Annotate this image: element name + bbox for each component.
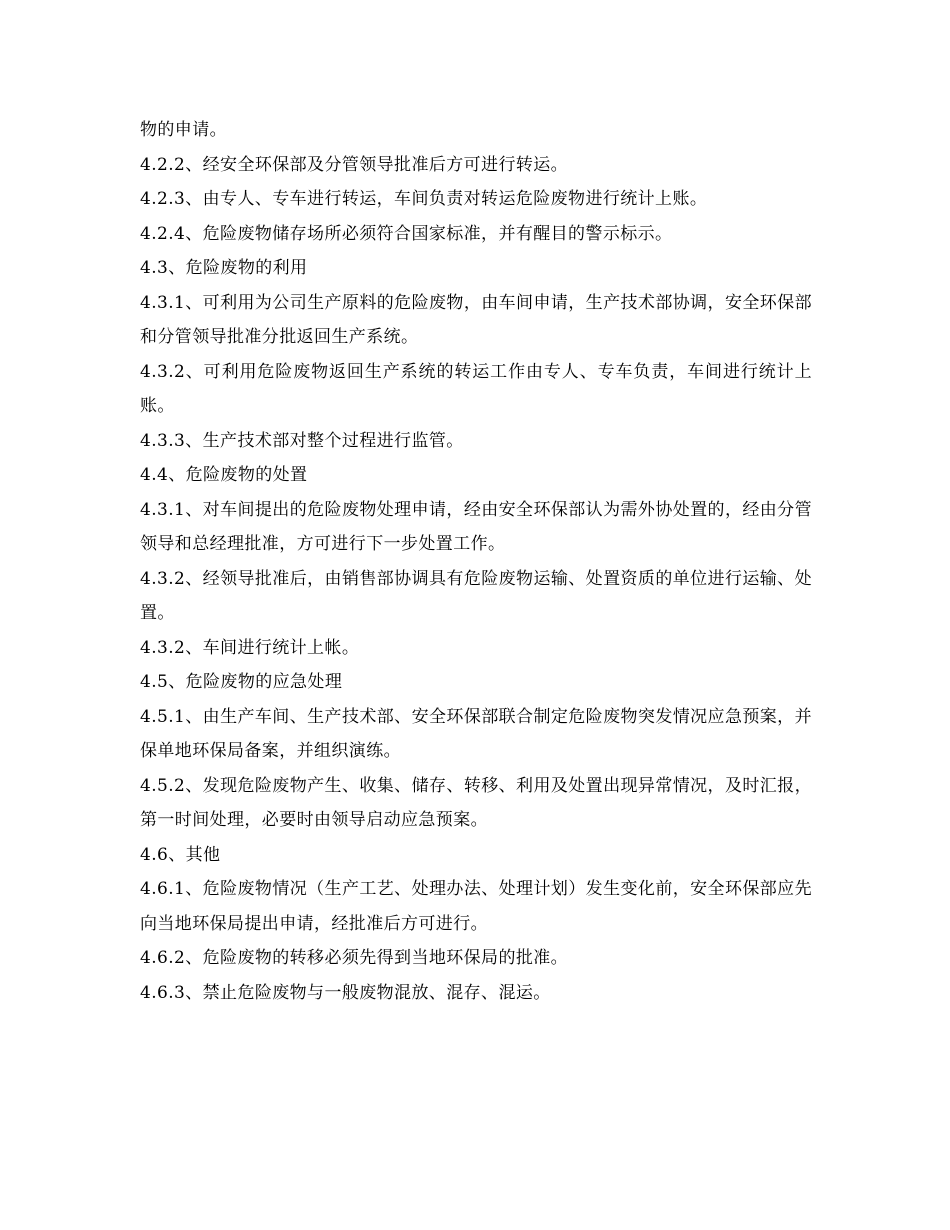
section-heading-4-6: 4.6、其他	[140, 844, 221, 865]
paragraph-4-2-3: 4.2.3、由专人、专车进行转运，车间负责对转运危险废物进行统计上账。	[140, 189, 708, 209]
paragraph-4-4-item-1: 4.3.1、对车间提出的危险废物处理申请，经由安全环保部认为需外协处置的，经由分管领导和总经理批准，方可进行下一步处置工作。	[140, 499, 812, 554]
paragraph-4-4-item-2: 4.3.2、经领导批准后，由销售部协调具有危险废物运输、处置资质的单位进行运输、处置。	[140, 568, 812, 623]
paragraph-4-5-1: 4.5.1、由生产车间、生产技术部、安全环保部联合制定危险废物突发情况应急预案，并保单地环保局备案，并组织演练。	[140, 706, 812, 761]
paragraph-4-3-3: 4.3.3、生产技术部对整个过程进行监管。	[140, 430, 464, 451]
paragraph-4-5-2: 4.5.2、发现危险废物产生、收集、储存、转移、利用及处置出现异常情况，及时汇报，第一时间处理，必要时由领导启动应急预案。	[140, 775, 812, 830]
section-heading-4-4: 4.4、危险废物的处置	[140, 465, 308, 485]
paragraph-4-6-3: 4.6.3、禁止危险废物与一般废物混放、混存、混运。	[140, 982, 551, 1003]
paragraph-4-6-1: 4.6.1、危险废物情况（生产工艺、处理办法、处理计划）发生变化前，安全环保部应先向当地环保局提出申请，经批准后方可进行。	[140, 879, 812, 934]
document-body	[140, 113, 812, 1010]
paragraph-4-6-2: 4.6.2、危险废物的转移必须先得到当地环保局的批准。	[140, 948, 569, 968]
paragraph-continuation: 物的申请。	[140, 120, 227, 140]
section-heading-4-5: 4.5、危险废物的应急处理	[140, 672, 343, 692]
paragraph-4-2-4: 4.2.4、危险废物储存场所必须符合国家标准，并有醒目的警示标示。	[140, 223, 673, 244]
paragraph-4-3-2: 4.3.2、可利用危险废物返回生产系统的转运工作由专人、专车负责，车间进行统计上账。	[140, 361, 812, 416]
paragraph-4-3-1: 4.3.1、可利用为公司生产原料的危险废物，由车间申请，生产技术部协调，安全环保部和分管领导批准分批返回生产系统。	[140, 292, 812, 347]
section-heading-4-3: 4.3、危险废物的利用	[140, 258, 308, 278]
paragraph-4-2-2: 4.2.2、经安全环保部及分管领导批准后方可进行转运。	[140, 154, 569, 175]
paragraph-4-4-item-3: 4.3.2、车间进行统计上帐。	[140, 637, 360, 658]
